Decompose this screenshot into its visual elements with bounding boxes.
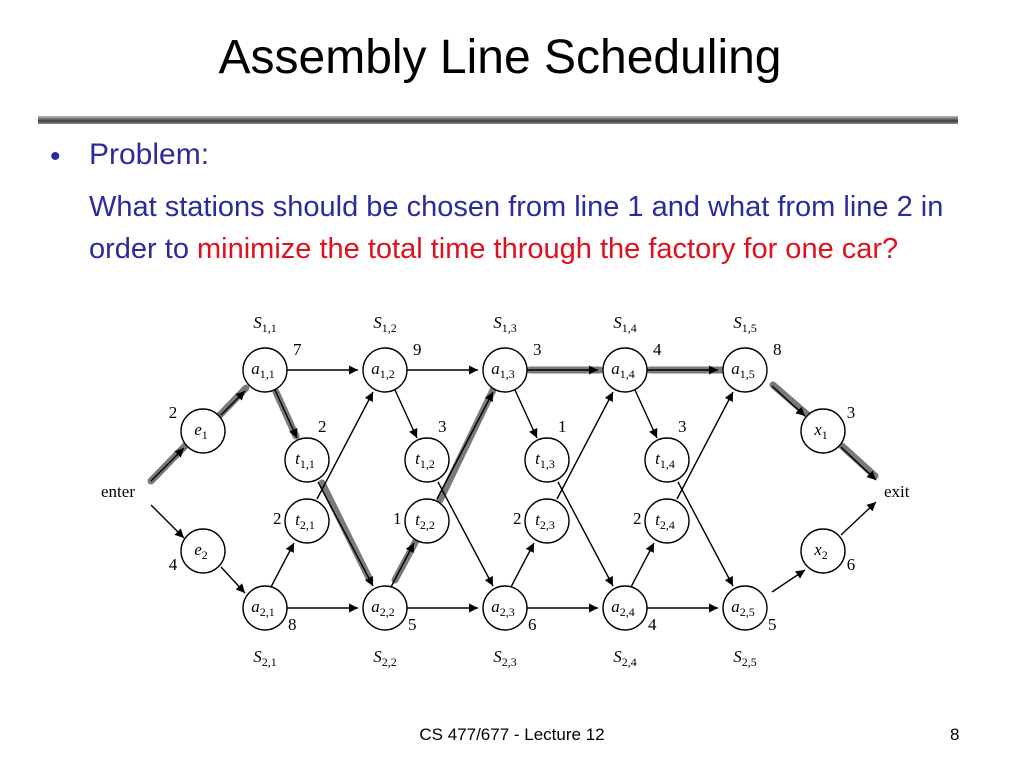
transfer-t1-1-label: $t_{1,1}$ — [295, 449, 315, 471]
enter-label: enter — [101, 482, 135, 501]
station-a1-2-label: $a_{1,2}$ — [371, 359, 395, 381]
station-a1-1-label: $a_{1,1}$ — [251, 359, 275, 381]
entry-e1-label: $e_1$ — [194, 420, 208, 442]
problem-text-highlight: minimize the total time through the factory for one car? — [197, 233, 899, 265]
time-t1-4: 3 — [678, 417, 687, 436]
problem-statement — [89, 186, 969, 270]
time-a2-5: 5 — [768, 615, 777, 634]
station-a2-1-label: $a_{2,1}$ — [251, 597, 275, 619]
transfer-t2-2-label: $t_{2,2}$ — [415, 510, 435, 532]
station-a2-3-label: $a_{2,3}$ — [491, 597, 515, 619]
time-e2: 4 — [168, 555, 178, 574]
station-name-s1-1: $S_{1,1}$ — [253, 313, 277, 335]
time-t2-4: 2 — [633, 509, 642, 528]
station-a2-4-label: $a_{2,4}$ — [611, 597, 635, 619]
time-a2-3: 6 — [528, 615, 537, 634]
time-x1: 3 — [846, 403, 856, 422]
time-e1: 2 — [168, 403, 178, 422]
station-name-s2-3: $S_{2,3}$ — [493, 647, 517, 669]
time-a2-4: 4 — [648, 615, 657, 634]
bullet-marker: • — [50, 140, 61, 173]
station-name-s1-3: $S_{1,3}$ — [493, 313, 517, 335]
station-a1-3-label: $a_{1,3}$ — [491, 359, 515, 381]
time-a1-4: 4 — [653, 340, 662, 359]
station-a2-2-label: $a_{2,2}$ — [371, 597, 395, 619]
edges — [151, 370, 876, 608]
time-a2-2: 5 — [408, 615, 417, 634]
station-name-s1-4: $S_{1,4}$ — [613, 313, 637, 335]
problem-text-normal: What stations should be chosen from line 1 and what from line 2 in order to — [89, 191, 944, 265]
time-a1-5: 8 — [773, 340, 782, 359]
nodes — [181, 348, 845, 630]
footer-page-number: 8 — [950, 725, 960, 744]
time-a1-1: 7 — [293, 340, 302, 359]
station-name-s2-5: $S_{2,5}$ — [733, 647, 757, 669]
slide-title: Assembly Line Scheduling — [218, 31, 782, 84]
station-name-s2-1: $S_{2,1}$ — [253, 647, 277, 669]
highlighted-path — [151, 370, 875, 580]
exit-label: exit — [884, 482, 910, 501]
station-name-s2-2: $S_{2,2}$ — [373, 647, 397, 669]
time-t1-3: 1 — [558, 417, 567, 436]
footer-course: CS 477/677 - Lecture 12 — [419, 725, 605, 744]
time-a2-1: 8 — [288, 615, 297, 634]
time-t2-2: 1 — [393, 509, 402, 528]
station-name-s1-5: $S_{1,5}$ — [733, 313, 757, 335]
time-t2-1: 2 — [273, 509, 282, 528]
exit-x1-label: $x_1$ — [814, 420, 828, 442]
exit-x2-label: $x_2$ — [814, 540, 828, 562]
station-a2-5-label: $a_{2,5}$ — [731, 597, 755, 619]
time-a1-2: 9 — [413, 340, 422, 359]
transfer-t1-2-label: $t_{1,2}$ — [415, 449, 435, 471]
time-t2-3: 2 — [513, 509, 522, 528]
station-name-s2-4: $S_{2,4}$ — [613, 647, 637, 669]
station-a1-4-label: $a_{1,4}$ — [611, 359, 635, 381]
transfer-t2-1-label: $t_{2,1}$ — [295, 510, 315, 532]
time-a1-3: 3 — [533, 340, 542, 359]
station-name-s1-2: $S_{1,2}$ — [373, 313, 397, 335]
time-t1-2: 3 — [438, 417, 447, 436]
time-t1-1: 2 — [318, 417, 327, 436]
time-x2: 6 — [846, 555, 856, 574]
bullet-heading: Problem: — [89, 138, 210, 171]
transfer-t2-4-label: $t_{2,4}$ — [655, 510, 675, 532]
assembly-line-diagram — [0, 300, 1024, 680]
title-divider — [38, 116, 958, 124]
transfer-t1-4-label: $t_{1,4}$ — [655, 449, 675, 471]
entry-e2-label: $e_2$ — [194, 540, 208, 562]
transfer-t2-3-label: $t_{2,3}$ — [535, 510, 555, 532]
station-a1-5-label: $a_{1,5}$ — [731, 359, 755, 381]
transfer-t1-3-label: $t_{1,3}$ — [535, 449, 555, 471]
